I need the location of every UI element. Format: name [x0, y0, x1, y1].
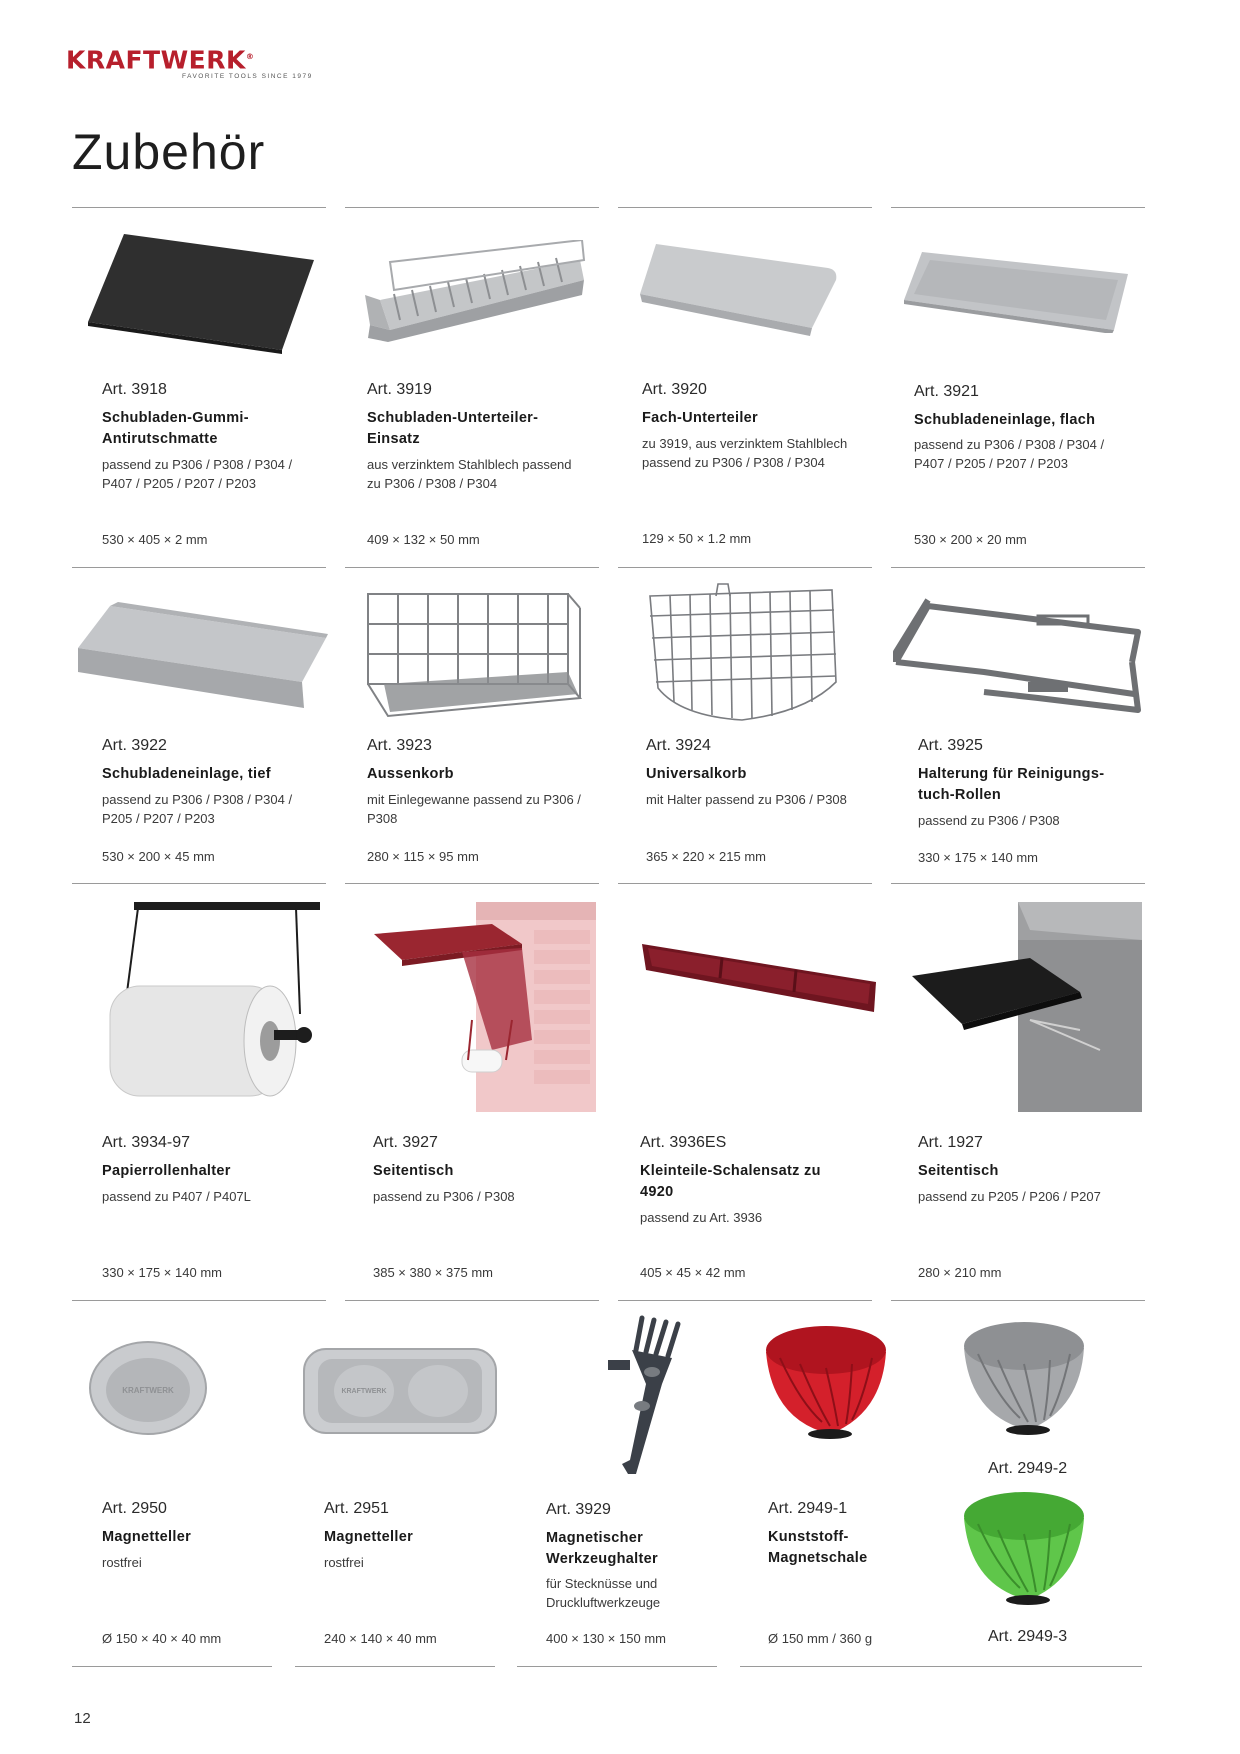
art-number: Art. 3936ES [640, 1134, 727, 1151]
product-dimensions: Ø 150 mm / 360 g [768, 1631, 873, 1646]
product-dimensions: 530 × 200 × 45 mm [102, 849, 215, 864]
product-name: Schubladen-Unterteiler-Einsatz [367, 410, 539, 447]
art-number: Art. 3927 [373, 1134, 438, 1151]
product-dimensions: 330 × 175 × 140 mm [102, 1265, 222, 1280]
rubber-mat-image [86, 230, 316, 355]
deep-drawer-insert-image [74, 598, 328, 708]
svg-text:KRAFTWERK: KRAFTWERK [341, 1388, 387, 1395]
small-parts-tray-image [640, 940, 880, 1020]
product-name: Schubladeneinlage, tief [102, 766, 271, 782]
product-dimensions: 280 × 115 × 95 mm [367, 849, 479, 864]
product-dimensions: 405 × 45 × 42 mm [640, 1265, 746, 1280]
product-description: zu 3919, aus verzinktem Stahlblech passend zu P306 / P308 / P304 [642, 436, 848, 470]
cleaning-roll-holder-image [888, 598, 1142, 718]
page-title: Zubehör [72, 124, 266, 180]
product-name: Fach-Unterteiler [642, 410, 758, 426]
paper-roll-holder-image [104, 900, 324, 1110]
art-number: Art. 3918 [102, 381, 167, 398]
product-name: Magnetischer Werkzeughalter [546, 1530, 658, 1567]
product-description: passend zu P306 / P308 [918, 813, 1060, 828]
product-name: Magnetteller [324, 1529, 414, 1545]
art-number: Art. 2949-3 [988, 1628, 1068, 1645]
drawer-divider-insert-image [360, 240, 590, 345]
product-description: passend zu P306 / P308 / P304 / P407 / P205 / P207 / P203 [102, 457, 293, 491]
divider [517, 1666, 717, 1667]
product-dimensions: Ø 150 × 40 × 40 mm [102, 1631, 222, 1646]
art-number: Art. 3924 [646, 737, 711, 754]
art-number: Art. 3923 [367, 737, 432, 754]
page-number: 12 [74, 1710, 91, 1727]
product-dimensions: 365 × 220 × 215 mm [646, 849, 766, 864]
divider [72, 567, 326, 568]
product-description: aus verzinktem Stahlblech passend zu P306 / P308 / P304 [367, 457, 572, 491]
divider [891, 207, 1145, 208]
product-description: passend zu P306 / P308 / P304 / P407 / P205 / P207 / P203 [914, 437, 1105, 471]
svg-text:KRAFTWERK: KRAFTWERK [122, 1386, 174, 1395]
product-description: passend zu P306 / P308 / P304 / P205 / P207 / P203 [102, 792, 293, 826]
magnetic-bowl-grey-image [958, 1318, 1088, 1438]
art-number: Art. 3919 [367, 381, 432, 398]
product-name: Kunststoff-Magnetschale [768, 1529, 868, 1566]
divider [72, 883, 326, 884]
divider [72, 207, 326, 208]
product-description: passend zu Art. 3936 [640, 1210, 763, 1225]
product-dimensions: 280 × 210 mm [918, 1265, 1002, 1280]
divider [295, 1666, 495, 1667]
product-dimensions: 530 × 405 × 2 mm [102, 532, 208, 547]
divider [618, 1300, 872, 1301]
brand-slogan: FAVORITE TOOLS SINCE 1979 [182, 73, 313, 80]
product-name: Universalkorb [646, 766, 747, 782]
art-number: Art. 2950 [102, 1500, 167, 1517]
product-dimensions: 530 × 200 × 20 mm [914, 532, 1027, 547]
product-description: passend zu P306 / P308 [373, 1189, 515, 1204]
product-name: Magnetteller [102, 1529, 192, 1545]
magnetic-bowl-red-image [760, 1322, 890, 1442]
product-description: mit Einlegewanne passend zu P306 / P308 [367, 792, 581, 826]
art-number: Art. 3925 [918, 737, 983, 754]
magnetic-plate-rect-image [302, 1345, 498, 1435]
divider [891, 567, 1145, 568]
art-number: Art. 3934-97 [102, 1134, 191, 1151]
outer-basket-image [364, 588, 582, 723]
product-description: passend zu P407 / P407L [102, 1189, 251, 1204]
divider [345, 883, 599, 884]
product-description: mit Halter passend zu P306 / P308 [646, 792, 847, 807]
product-description: passend zu P205 / P206 / P207 [918, 1189, 1101, 1204]
art-number: Art. 3921 [914, 383, 979, 400]
product-description: für Stecknüsse und Druckluftwerkzeuge [546, 1576, 661, 1610]
product-dimensions: 385 × 380 × 375 mm [373, 1265, 493, 1280]
product-dimensions: 240 × 140 × 40 mm [324, 1631, 437, 1646]
magnetic-bowl-green-image [958, 1488, 1088, 1608]
brand-name: KRAFTWERK® [66, 45, 255, 75]
divider [345, 1300, 599, 1301]
product-name: Aussenkorb [367, 766, 454, 782]
divider [891, 1300, 1145, 1301]
divider [72, 1300, 326, 1301]
universal-basket-image [646, 582, 840, 724]
product-dimensions: 129 × 50 × 1.2 mm [642, 531, 752, 546]
product-name: Schubladeneinlage, flach [914, 412, 1096, 428]
product-dimensions: 330 × 175 × 140 mm [918, 850, 1038, 865]
divider [72, 1666, 272, 1667]
side-table-red-image [372, 900, 598, 1112]
side-table-black-image [910, 900, 1142, 1112]
divider [345, 207, 599, 208]
brand-logo [66, 44, 326, 84]
art-number: Art. 3920 [642, 381, 707, 398]
art-number: Art. 1927 [918, 1134, 983, 1151]
product-name: Papierrollenhalter [102, 1163, 231, 1179]
product-name: Seitentisch [373, 1163, 454, 1179]
divider [618, 883, 872, 884]
compartment-divider-image [636, 232, 846, 342]
product-dimensions: 400 × 130 × 150 mm [546, 1631, 666, 1646]
flat-drawer-insert-image [900, 248, 1130, 333]
divider [740, 1666, 1142, 1667]
product-dimensions: 409 × 132 × 50 mm [367, 532, 480, 547]
divider [618, 207, 872, 208]
art-number: Art. 2949-1 [768, 1500, 848, 1517]
product-name: Schubladen-Gummi-Antirutschmatte [102, 410, 249, 447]
art-number: Art. 2951 [324, 1500, 389, 1517]
product-description: rostfrei [102, 1555, 142, 1570]
magnetic-plate-round-image [88, 1340, 208, 1436]
divider [891, 883, 1145, 884]
product-name: Seitentisch [918, 1163, 999, 1179]
art-number: Art. 3929 [546, 1501, 611, 1518]
product-description: rostfrei [324, 1555, 364, 1570]
divider [618, 567, 872, 568]
art-number: Art. 3922 [102, 737, 167, 754]
art-number: Art. 2949-2 [988, 1460, 1068, 1477]
product-name: Kleinteile-Schalensatz zu 4920 [640, 1163, 821, 1200]
divider [345, 567, 599, 568]
product-name: Halterung für Reinigungs-tuch-Rollen [918, 766, 1105, 803]
magnetic-tool-holder-image [592, 1314, 702, 1482]
